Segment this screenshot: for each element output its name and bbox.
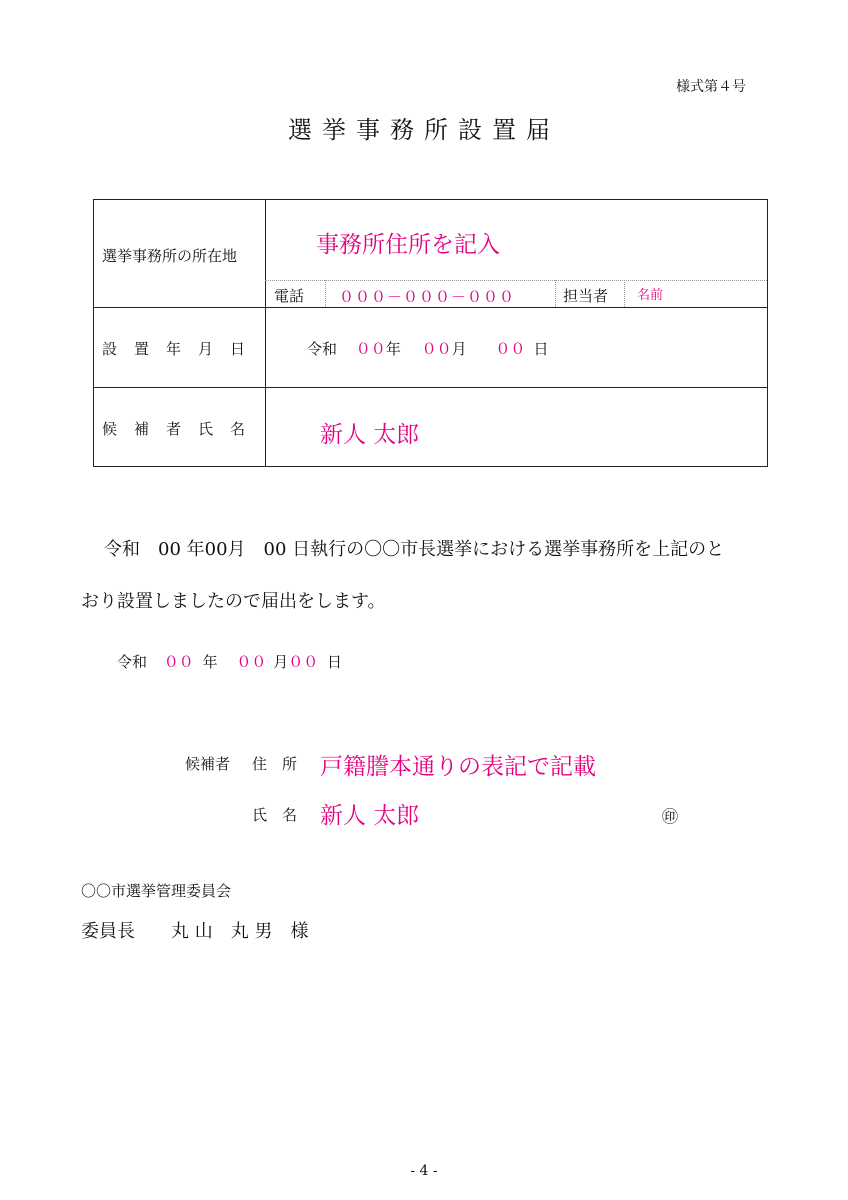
submission-date: [117, 651, 342, 672]
page-number: - 4 -: [410, 1163, 438, 1179]
seal-mark-icon: ㊞: [662, 807, 679, 826]
table-row-divider: [94, 307, 767, 308]
date-label: 設置年月日: [102, 340, 263, 358]
election-committee: 〇〇市選挙管理委員会: [81, 882, 232, 900]
date-day-value: ００: [495, 340, 526, 358]
registration-table: [93, 199, 768, 467]
phone-label-divider: [325, 280, 326, 307]
contact-label-divider: [624, 280, 625, 307]
submission-year-unit: 年: [202, 653, 218, 671]
date-year-value: ００: [355, 340, 386, 358]
candidate-role-label: 候補者: [185, 755, 231, 773]
candidate-address-label: 住 所: [252, 755, 298, 773]
submission-year-value: ００: [163, 653, 194, 671]
phone-row-divider: [265, 280, 767, 281]
date-month-value: ００: [421, 340, 452, 358]
submission-day-unit: 日: [327, 653, 343, 671]
contact-label: 担当者: [563, 287, 609, 305]
phone-number-divider: [555, 280, 556, 307]
date-day-unit: 日: [533, 340, 549, 358]
submission-month-unit: 月: [273, 653, 289, 671]
candidate-label: 候補者氏名: [102, 420, 263, 438]
date-month-unit: 月: [451, 340, 467, 358]
table-column-divider: [265, 200, 266, 466]
date-era: 令和: [307, 340, 338, 358]
form-number: 様式第４号: [676, 79, 746, 95]
location-label: 選挙事務所の所在地: [102, 247, 238, 265]
office-address-field: 事務所住所を記入: [316, 232, 500, 258]
candidate-address-value: 戸籍謄本通りの表記で記載: [320, 754, 596, 780]
phone-number-field: ０００－０００－０００: [339, 288, 516, 306]
table-row-divider: [94, 387, 767, 388]
candidate-name-field: 新人 太郎: [320, 422, 420, 448]
submission-month-value: ００: [236, 653, 267, 671]
submission-day-value: ００: [288, 653, 319, 671]
statement-line-1: 令和 00 年00月 00 日執行の〇〇市長選挙における選挙事務所を上記のと: [104, 539, 725, 560]
submission-era: 令和: [117, 653, 148, 671]
candidate-name-value: 新人 太郎: [320, 803, 420, 829]
date-year-unit: 年: [385, 340, 401, 358]
candidate-name-label: 氏 名: [252, 806, 298, 824]
committee-chair: 委員長 丸 山 丸 男 様: [81, 921, 309, 942]
document-title: 選挙事務所設置届: [288, 116, 560, 144]
phone-label: 電話: [274, 287, 305, 305]
statement-line-2: おり設置しましたので届出をします。: [81, 591, 386, 612]
contact-name-field: 名前: [637, 288, 664, 303]
established-date: [307, 338, 548, 359]
